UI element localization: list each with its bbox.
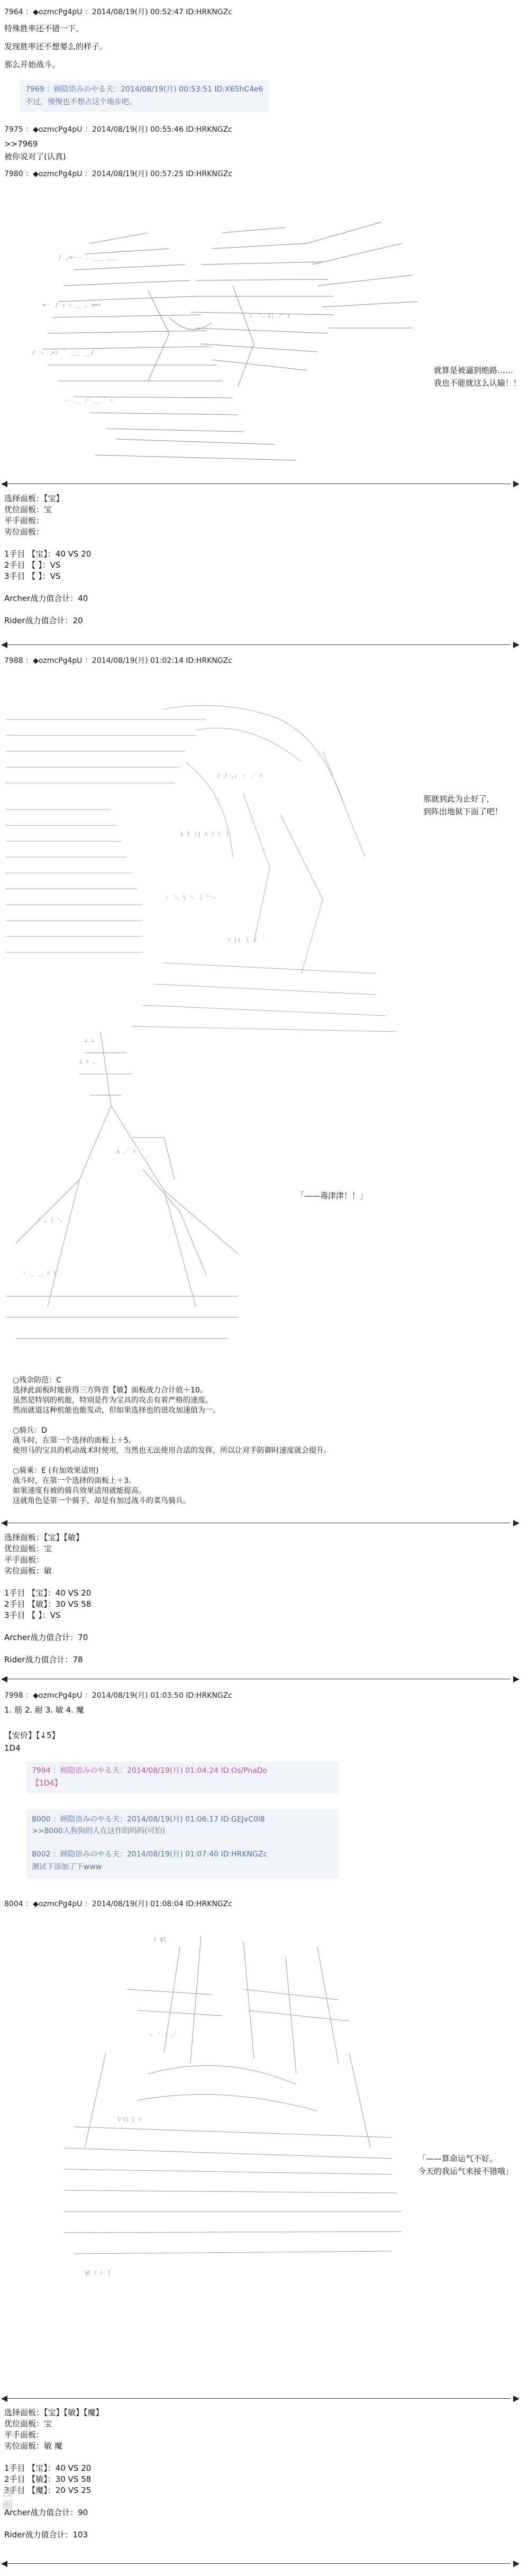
status-line [4, 604, 91, 615]
status-line: 选择面板：【宝】【敏】【魔】 [4, 2408, 104, 2417]
battle-status-panel [4, 1532, 91, 1665]
svg-text:/ ,=ｰ - . ___ ＿＿: / ,=ｰ - . ___ ＿＿ [58, 254, 118, 261]
status-line: 劣位面板： [4, 527, 44, 536]
status-line: 优位面板：宝 [4, 2419, 52, 2428]
status-line: 选择面板：【宝】 [4, 494, 64, 503]
status-line: 3手目 【 】：VS [4, 571, 61, 581]
status-line: 选择面板：【宝】【敏】 [4, 1533, 84, 1542]
post-header: 7998 ：◆ozmcPg4pU ：2014/08/19(月) 01:03:50 ID:HRKNGZc [4, 1691, 232, 1700]
post-text: 1D4 [4, 1743, 21, 1753]
divider-left-arrow [1, 642, 7, 648]
divider-left-arrow [1, 2396, 7, 2402]
ascii-art-illustration [11, 212, 423, 471]
svg-text:ﾑ ﾑ: ﾑ ﾑ [85, 1037, 94, 1044]
divider-right-arrow [513, 2561, 519, 2567]
svg-text:ヽ ＼ \ ＼ ﾐ ''ｰ: ヽ ＼ \ ＼ ﾐ ''ｰ [164, 894, 215, 901]
svg-text:Ⅵ ﾉ ﾊ ｌ: Ⅵ ﾉ ﾊ ｌ [85, 2270, 113, 2277]
status-line [4, 2496, 104, 2507]
status-line: 1手目 【宝】：40 VS 20 [4, 549, 92, 559]
status-line: 劣位面板：敏 [4, 1566, 52, 1576]
status-line: 1手目 【宝】：40 VS 20 [4, 2463, 92, 2473]
svg-text:i l :| ﾊ ﾉ ! ｌ: i l :| ﾊ ﾉ ! ｌ [180, 831, 230, 838]
effect-line: 选择此面板时能获得三方阵营【敏】面板战力合计值＋10。 [13, 1386, 207, 1395]
status-line [4, 538, 91, 549]
quote-header: 7969 ：顾隐语みのやる夫：2014/08/19(月) 00:53:51 ID:X65hC4e6 [25, 85, 263, 94]
svg-text:ﾄ､ ＼ i| ／ /: ﾄ､ ＼ i| ／ / [249, 312, 291, 319]
divider-right-arrow [513, 2396, 519, 2402]
svg-text:ヽ _ ＿ ﾊ l: ヽ _ ＿ ﾊ l [21, 1270, 57, 1277]
effect-line [13, 1456, 331, 1466]
svg-text:‐- ､_ ／ ＿ ｀ヽ: ‐- ､_ ／ ＿ ｀ヽ [63, 397, 114, 404]
quote-text: >>8000人狗狗的人在这作的吗吗(可怕) [32, 1827, 166, 1835]
divider-right-arrow [513, 1520, 519, 1526]
effect-line: ○残余防范：C [13, 1376, 61, 1385]
svg-text:=－ / ｨ ｧ ＿ , ==ｧ: =－ / ｨ ｧ ＿ , ==ｧ [42, 302, 102, 308]
status-line [4, 1643, 91, 1654]
status-line: Rider战力值合计：78 [4, 1655, 83, 1664]
status-line: 劣位面板：敏 魔 [4, 2441, 62, 2451]
effect-line: 虽然是特别的机能，特别是作为宝具的攻击有着严格的速度。 [13, 1396, 213, 1405]
post-header: 8004 ：◆ozmcPg4pU ：2014/08/19(月) 01:08:04 ID:HRKNGZc [4, 1900, 232, 1908]
status-line: Archer战力值合计：70 [4, 1633, 88, 1642]
status-line: 平手面板： [4, 2430, 44, 2440]
status-line: Rider战力值合计：103 [4, 2530, 88, 2539]
status-line: Archer战力值合计：40 [4, 594, 88, 603]
effect-line: 这就角色是第一个骑手，却是有加过战斗的菜鸟骑兵。 [13, 1497, 190, 1505]
section-divider [7, 2398, 510, 2399]
status-line [4, 1577, 91, 1588]
status-line: Rider战力值合计：20 [4, 616, 83, 625]
status-line: 2手目 【 】：VS [4, 560, 61, 570]
speech-bubble: 「——算命运气不好。 [418, 2154, 498, 2163]
divider-left-arrow [1, 1676, 7, 1682]
status-line [4, 582, 91, 593]
post-text: 那么开始战斗。 [4, 60, 60, 69]
battle-status-panel [4, 2407, 104, 2541]
post-text: 【安价】【↓5】 [4, 1731, 60, 1740]
section-divider [7, 644, 510, 645]
post-text: 特殊胜率还不错一下。 [4, 24, 84, 33]
effect-line: 然而就道这种机能也能发动，但如果选择也的进攻加速值为一。 [13, 1406, 220, 1415]
status-line: 3手目 【魔】：20 VS 25 [4, 2486, 92, 2495]
status-line: 平手面板： [4, 516, 44, 525]
watermark: 漫画 [1, 2487, 13, 2512]
effect-line: ○骑乘：E (有加效果适用) [13, 1467, 99, 1475]
section-divider [7, 2563, 510, 2564]
effect-line: 战斗时，在第一个选择的面板上＋3。 [13, 1477, 136, 1485]
status-line: 优位面板：宝 [4, 505, 52, 514]
speech-bubble: 那就到此为止好了， [423, 794, 495, 804]
divider-right-arrow [513, 481, 519, 487]
status-line: Archer战力值合计：90 [4, 2508, 88, 2517]
quote-header: 8000 ：顾隐语みのやる夫：2014/08/19(月) 01:06:17 ID:GEJvC0l8 [32, 1815, 265, 1824]
effect-line [13, 1416, 331, 1426]
post-header: 7964 ：◆ozmcPg4pU ：2014/08/19(月) 00:52:47 ID:HRKNGZc [4, 8, 232, 16]
svg-text:/ / ,ｨ 丶 ／ ﾊ: / / ,ｨ 丶 ／ ﾊ [217, 772, 262, 779]
speech-bubble: 「——毒津津！！」 [296, 1191, 368, 1200]
effect-line: ○骑兵：D [13, 1426, 47, 1435]
svg-text:/ ヽ ,=ｧ ｀ ＿_ __/: / ヽ ,=ｧ ｀ ＿_ __/ [32, 349, 94, 356]
svg-text:ＶⅥ l ﾊ: ＶⅥ l ﾊ [116, 2116, 142, 2123]
svg-text:ﾑ ﾍ ,: ﾑ ﾍ , [79, 1058, 96, 1065]
divider-right-arrow [513, 1676, 519, 1682]
quote-text: 【1D4】 [32, 1779, 62, 1788]
ascii-art-illustration [21, 1926, 423, 2286]
effect-line: 如果速度有被的骑兵效果适用就能提高。 [13, 1487, 146, 1495]
post-text: 发现胜率还不想要么的样子。 [4, 42, 108, 51]
status-line: 2手目 【敏】：30 VS 58 [4, 1599, 92, 1609]
svg-text:ヽ ' ﾉ ／: ヽ ' ﾉ ／ [148, 2032, 177, 2038]
post-header: 7980 ：◆ozmcPg4pU ：2014/08/19(月) 00:57:25 ID:HRKNGZc [4, 170, 232, 178]
status-line: 平手面板： [4, 1555, 44, 1564]
divider-left-arrow [1, 481, 7, 487]
post-header: 7988 ：◆ozmcPg4pU ：2014/08/19(月) 01:02:14 ID:HRKNGZc [4, 657, 232, 665]
svg-text:ﾉ , ﾉ ＼: ﾉ , ﾉ ＼ [37, 1217, 63, 1224]
quote-text: 不过，慢慢也不想占这个地步吧。 [25, 98, 136, 106]
status-line: 1手目 【宝】：40 VS 20 [4, 1588, 92, 1598]
status-line [4, 1621, 91, 1632]
post-header: 7975 ：◆ozmcPg4pU ：2014/08/19(月) 00:55:46 ID:HRKNGZc [4, 125, 232, 134]
ascii-art-illustration [5, 698, 418, 1037]
effect-line: 战斗时，在第一个选择的面板上＋5。 [13, 1436, 136, 1445]
status-line [4, 2518, 104, 2529]
speech-bubble: 就算是被逼到绝路…… [434, 366, 514, 375]
status-line [4, 2452, 104, 2463]
speech-bubble: 我也不能就这么认输！！ [434, 378, 522, 388]
svg-text:ﾊ || ｉ / ｀: ﾊ || ｉ / ｀ [227, 936, 267, 943]
divider-left-arrow [1, 1520, 7, 1526]
effect-line: 使用马的宝具的机动战术时使用，当然也无法使用合适的发挥，所以让对手防御时速度就会提升。 [13, 1446, 331, 1455]
status-line: 2手目 【敏】：30 VS 58 [4, 2474, 92, 2484]
quote-text: 测试下添加了下www [32, 1863, 102, 1871]
battle-status-panel [4, 493, 91, 626]
svg-text:ﾁ Vl: ﾁ Vl [153, 1936, 167, 1943]
speech-bubble: 到阵出地狱下面了吧！ [423, 807, 503, 816]
quote-header: 8002 ：顾隐语みのやる夫：2014/08/19(月) 01:07:40 ID:HRKNGZc [32, 1850, 268, 1859]
status-line: 优位面板：宝 [4, 1544, 52, 1553]
divider-right-arrow [513, 642, 519, 648]
skill-effects-list [13, 1376, 331, 1506]
quote-header: 7994 ：顾隐语みのやる夫：2014/08/19(月) 01:04:24 ID:Os/PnaDo [32, 1767, 268, 1775]
post-text: 被你说对了(认真) [4, 152, 66, 161]
svg-text:∧ ／ ﾊ ｀: ∧ ／ ﾊ ｀ [116, 1148, 145, 1155]
post-text: >>7969 [4, 139, 38, 149]
vote-options: 1. 筋 2. 耐 3. 敏 4. 魔 [4, 1705, 84, 1715]
status-line: 3手目 【 】：VS [4, 1610, 61, 1620]
speech-bubble: 今天的我运气来接不错哦」 [418, 2167, 514, 2176]
